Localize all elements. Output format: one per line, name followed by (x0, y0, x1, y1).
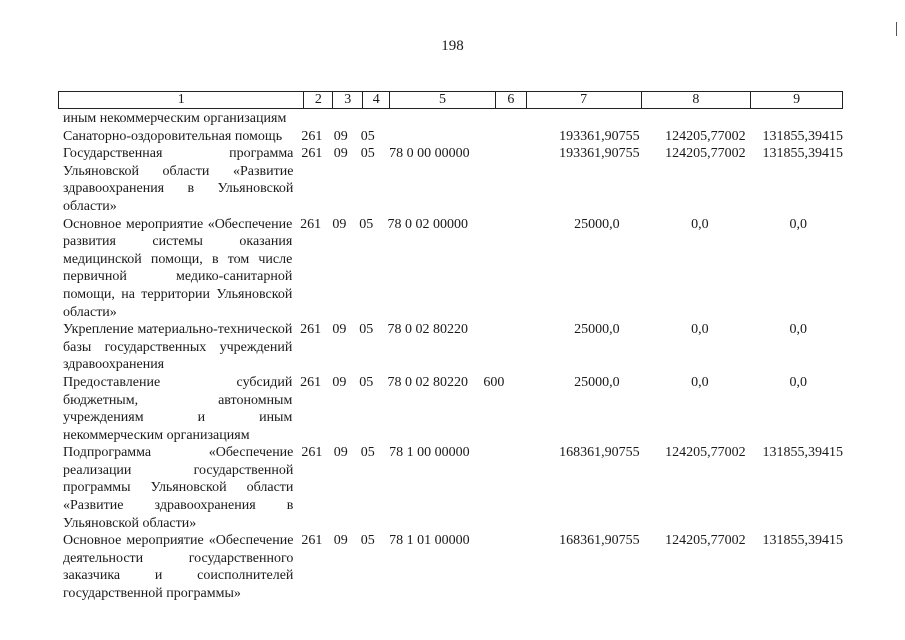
row-value-9: 0,0 (789, 216, 807, 232)
row-value-7: 168361,90755 (559, 445, 640, 461)
row-rz: 09 (333, 146, 348, 162)
header-col-3: 3 (333, 92, 363, 108)
row-rz: 09 (332, 322, 347, 338)
table-row (63, 321, 843, 374)
row-rz: 09 (332, 216, 347, 232)
header-col-9: 9 (793, 92, 801, 107)
row-name: иным некоммерческим организациям (63, 111, 287, 126)
row-name: Предоставление субсидий бюджетным, автономным учреждениям и иным некоммерческим организациям (63, 374, 293, 443)
table-header (58, 91, 843, 109)
row-rz: 09 (333, 128, 348, 144)
header-col-2: 2 (304, 92, 333, 108)
row-value-9: 131855,39415 (762, 445, 843, 461)
row-rz: 09 (332, 374, 347, 390)
table-row (63, 110, 843, 128)
scan-edge-mark (896, 22, 897, 36)
row-value-9: 0,0 (789, 374, 807, 390)
row-value-7: 168361,90755 (559, 533, 640, 549)
table-row (63, 374, 843, 444)
row-value-7: 193361,90755 (559, 146, 640, 162)
row-pr: 05 (359, 374, 374, 390)
row-gr: 261 (300, 374, 322, 390)
row-pr: 05 (359, 322, 374, 338)
page-number: 198 (441, 38, 464, 54)
row-value-8: 124205,77002 (665, 533, 746, 549)
row-cs: 78 0 00 00000 (389, 146, 470, 162)
row-gr: 261 (301, 445, 323, 461)
row-name: Укрепление материально-технической базы государственных учреждений здравоохранения (63, 322, 293, 373)
row-value-8: 124205,77002 (665, 445, 746, 461)
row-gr: 261 (301, 533, 323, 549)
header-col-8: 8 (642, 92, 752, 108)
row-rz: 09 (333, 533, 348, 549)
row-value-9: 0,0 (789, 322, 807, 338)
row-value-7: 25000,0 (574, 216, 620, 232)
header-col-4: 4 (363, 92, 390, 108)
row-pr: 05 (359, 216, 374, 232)
row-gr: 261 (301, 146, 323, 162)
row-value-9: 131855,39415 (762, 533, 843, 549)
row-pr: 05 (360, 146, 375, 162)
header-col-5: 5 (390, 92, 496, 108)
row-name: Санаторно-оздоровительная помощь (63, 128, 283, 144)
row-value-8: 124205,77002 (665, 128, 746, 144)
row-pr: 05 (360, 445, 375, 461)
row-rz: 09 (333, 445, 348, 461)
row-cs: 78 0 02 80220 (387, 322, 468, 338)
header-col-1: 1 (59, 92, 304, 108)
row-name: Основное мероприятие «Обеспечение деятельности государственного заказчика и соисполнителей государственной программы» (63, 533, 294, 602)
table-row (63, 444, 843, 532)
row-cs: 78 0 02 00000 (387, 216, 468, 232)
row-value-8: 0,0 (691, 374, 709, 390)
row-gr: 261 (300, 322, 322, 338)
row-gr: 261 (300, 216, 322, 232)
header-col-6: 6 (496, 92, 527, 108)
table-row (63, 216, 843, 322)
row-value-9: 131855,39415 (762, 128, 843, 144)
row-value-7: 25000,0 (574, 374, 620, 390)
row-cs: 78 0 02 80220 (387, 374, 468, 390)
row-value-8: 0,0 (691, 322, 709, 338)
row-gr: 261 (301, 128, 323, 144)
row-value-9: 131855,39415 (762, 146, 843, 162)
table-row (63, 145, 843, 215)
header-col-7: 7 (527, 92, 642, 108)
row-value-8: 124205,77002 (665, 146, 746, 162)
row-vr: 600 (483, 374, 505, 390)
row-cs: 78 1 01 00000 (389, 533, 470, 549)
row-value-7: 193361,90755 (559, 128, 640, 144)
table-row (63, 532, 843, 602)
table-body (63, 111, 843, 603)
row-pr: 05 (360, 128, 375, 144)
row-value-8: 0,0 (691, 216, 709, 232)
row-name: Подпрограмма «Обеспечение реализации государственной программы Ульяновской области «Развитие здравоохранения в Ульяновской области» (63, 445, 294, 531)
row-name: Государственная программа Ульяновской области «Развитие здравоохранения в Ульяновской области» (63, 146, 294, 214)
row-pr: 05 (360, 533, 375, 549)
row-cs: 78 1 00 00000 (389, 445, 470, 461)
row-value-7: 25000,0 (574, 322, 620, 338)
table-row (63, 128, 843, 146)
row-name: Основное мероприятие «Обеспечение развития системы оказания медицинской помощи, в том числе первичной медико-санитарной помощи, на территории Ульяновской области» (63, 216, 293, 320)
